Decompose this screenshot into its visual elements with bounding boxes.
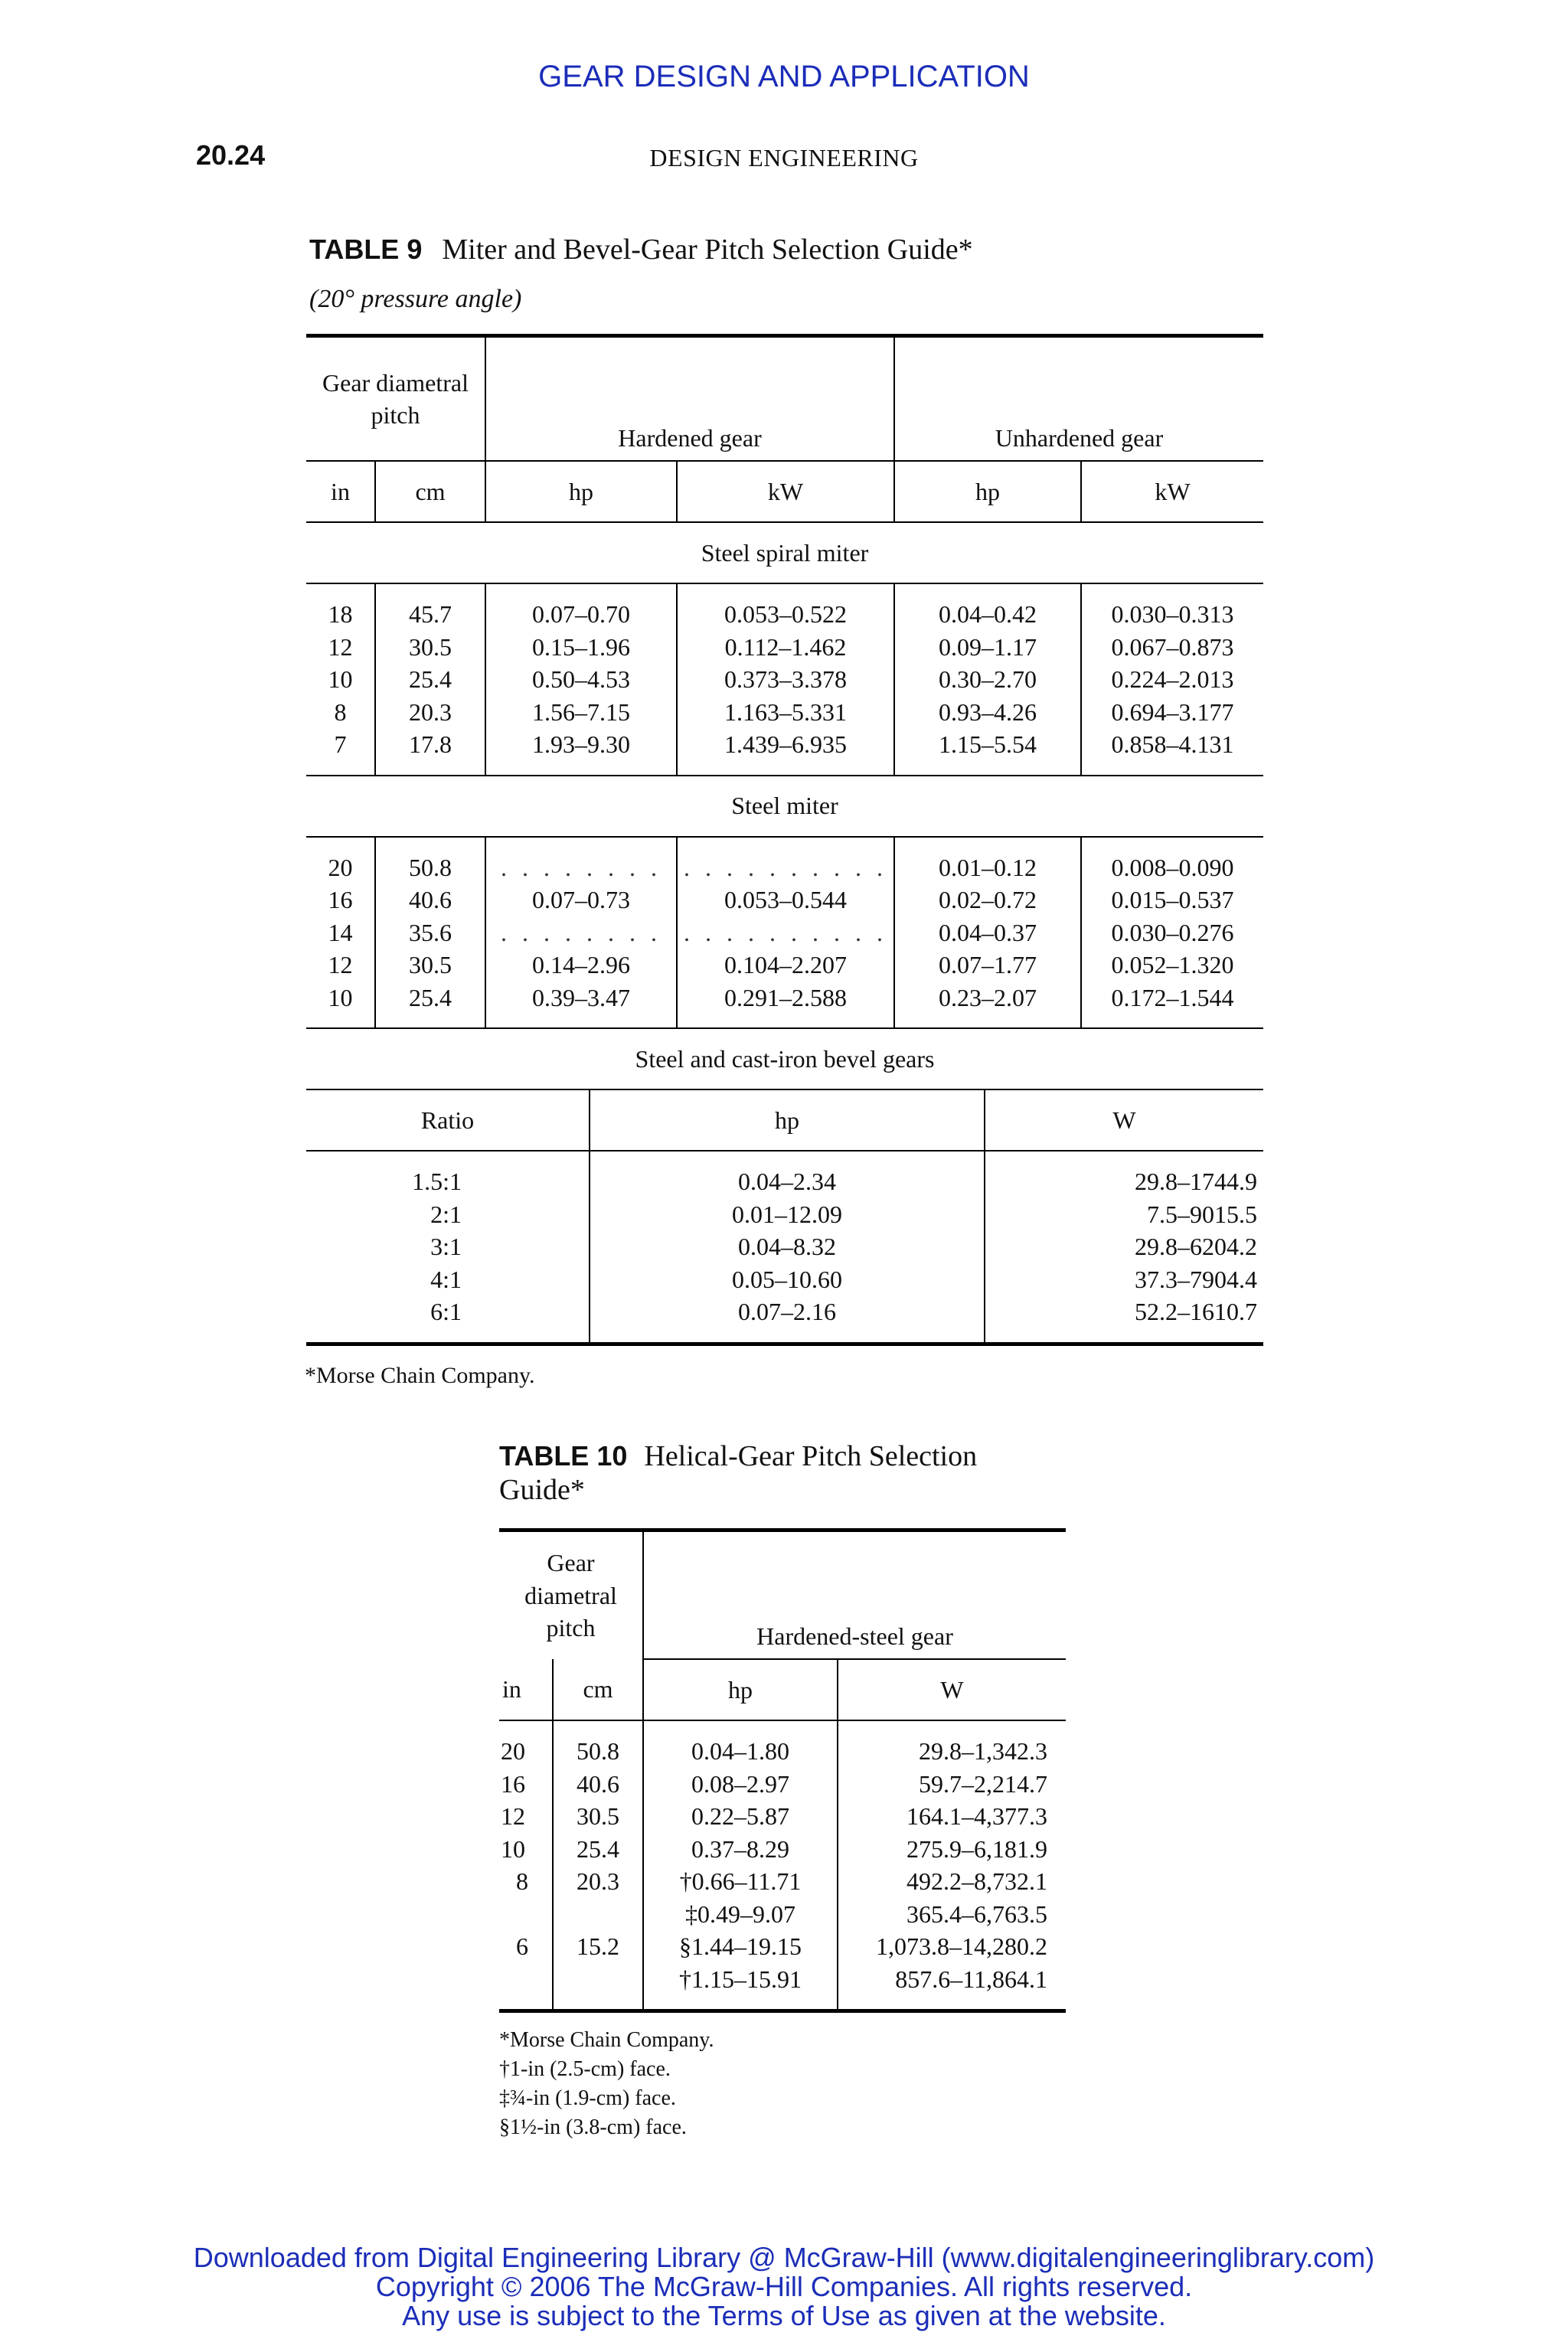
terms-line: Any use is subject to the Terms of Use as given at the website. xyxy=(402,2300,1166,2331)
cell-in: 18 xyxy=(306,598,375,631)
table-row xyxy=(306,884,1263,916)
table9-section-spiral-miter: Steel spiral miter xyxy=(306,522,1263,583)
table-row xyxy=(306,663,1263,696)
table-row xyxy=(306,1230,1263,1263)
table-row xyxy=(306,631,1263,664)
cell-cm: 30.5 xyxy=(375,631,485,664)
cell-unhardened-hp: 0.07–1.77 xyxy=(894,949,1081,982)
cell-unhardened-hp: 0.93–4.26 xyxy=(894,696,1081,729)
table10-col-cm: cm xyxy=(553,1659,643,1720)
cell-cm: 25.4 xyxy=(375,663,485,696)
cell-ratio: 4:1 xyxy=(306,1263,590,1296)
table-row xyxy=(499,1963,1066,1996)
table10-title-line2: Guide* xyxy=(499,1474,585,1506)
cell-cm: 20.3 xyxy=(375,696,485,729)
cell-unhardened-hp: 0.04–0.42 xyxy=(894,598,1081,631)
cell-cm: 25.4 xyxy=(375,982,485,1014)
cell-cm: 15.2 xyxy=(553,1930,643,1963)
table9-bevel-subtable xyxy=(306,1090,1263,1346)
table9-col-unhardened-hp: hp xyxy=(894,461,1081,522)
cell-hardened-kw: . . . . . . . . . . xyxy=(677,916,894,949)
table9-footnote: *Morse Chain Company. xyxy=(305,1363,535,1388)
cell-hardened-hp: 0.39–3.47 xyxy=(485,982,677,1014)
table10-col-w: W xyxy=(838,1659,1066,1720)
table-row xyxy=(306,949,1263,982)
cell-in: 6 xyxy=(499,1930,553,1963)
cell-ratio: 1.5:1 xyxy=(306,1165,590,1198)
cell-in: 12 xyxy=(499,1800,553,1833)
cell-hardened-kw: 1.439–6.935 xyxy=(677,728,894,761)
table9-subtitle: (20° pressure angle) xyxy=(309,285,522,313)
cell-w: 7.5–9015.5 xyxy=(1147,1200,1257,1228)
cell-unhardened-hp: 0.30–2.70 xyxy=(894,663,1081,696)
cell-hp: 0.01–12.09 xyxy=(590,1198,985,1231)
cell-ratio: 3:1 xyxy=(306,1230,590,1263)
cell-cm: 30.5 xyxy=(375,949,485,982)
table-row xyxy=(306,696,1263,729)
cell-cm: 35.6 xyxy=(375,916,485,949)
cell-hardened-hp: 1.56–7.15 xyxy=(485,696,677,729)
cell-hardened-hp: 0.50–4.53 xyxy=(485,663,677,696)
cell-hp: 0.04–8.32 xyxy=(590,1230,985,1263)
cell-in: 16 xyxy=(499,1768,553,1801)
table9-section-bevel-gears: Steel and cast-iron bevel gears xyxy=(306,1028,1263,1089)
cell-unhardened-hp: 1.15–5.54 xyxy=(894,728,1081,761)
table-row xyxy=(306,982,1263,1014)
cell-unhardened-hp: 0.09–1.17 xyxy=(894,631,1081,664)
table9-head-unhardened: Unhardened gear xyxy=(894,336,1263,462)
cell-hardened-hp: 0.15–1.96 xyxy=(485,631,677,664)
table-row xyxy=(306,1295,1263,1328)
cell-unhardened-kw: 0.052–1.320 xyxy=(1111,951,1234,978)
table9-col-in: in xyxy=(306,461,375,522)
cell-cm: 40.6 xyxy=(375,884,485,916)
cell-in: 8 xyxy=(499,1865,553,1898)
cell-cm: 50.8 xyxy=(553,1735,643,1768)
table-row xyxy=(499,1833,1066,1866)
table10-head-pitch: Gear diametral pitch xyxy=(499,1530,643,1660)
table9-section-steel-miter: Steel miter xyxy=(306,776,1263,837)
cell-hp: 0.04–1.80 xyxy=(643,1735,838,1768)
cell-hardened-kw: 0.291–2.588 xyxy=(677,982,894,1014)
table-row xyxy=(499,1768,1066,1801)
running-head: DESIGN ENGINEERING xyxy=(649,144,919,172)
cell-hp: 0.37–8.29 xyxy=(643,1833,838,1866)
cell-hardened-kw: 0.373–3.378 xyxy=(677,663,894,696)
cell-cm xyxy=(553,1963,643,1996)
cell-cm: 25.4 xyxy=(553,1833,643,1866)
table9-col-unhardened-kw: kW xyxy=(1081,461,1263,522)
cell-in: 10 xyxy=(499,1833,553,1866)
table10-footnotes xyxy=(499,2026,714,2142)
table10-caption xyxy=(499,1439,977,1507)
cell-hardened-hp: 0.14–2.96 xyxy=(485,949,677,982)
cell-in: 20 xyxy=(499,1735,553,1768)
table10-footnote: *Morse Chain Company. xyxy=(499,2028,714,2052)
cell-in: 12 xyxy=(306,631,375,664)
table10-col-in: in xyxy=(499,1659,553,1720)
cell-cm: 30.5 xyxy=(553,1800,643,1833)
table10 xyxy=(499,1528,1066,2013)
cell-hp: †1.15–15.91 xyxy=(643,1963,838,1996)
cell-hp: 0.07–2.16 xyxy=(590,1295,985,1328)
table9-col-bevel-w: W xyxy=(985,1090,1263,1151)
table10-footnote: †1-in (2.5-cm) face. xyxy=(499,2057,671,2081)
table9-head-pitch: Gear diametral pitch xyxy=(306,336,485,462)
table9 xyxy=(306,334,1263,1346)
table9-col-cm: cm xyxy=(375,461,485,522)
cell-w: 52.2–1610.7 xyxy=(1135,1298,1257,1325)
cell-hp: 0.05–10.60 xyxy=(590,1263,985,1296)
cell-w: 1,073.8–14,280.2 xyxy=(876,1932,1047,1960)
cell-in xyxy=(499,1898,553,1931)
cell-hardened-hp: 1.93–9.30 xyxy=(485,728,677,761)
table-row xyxy=(499,1930,1066,1963)
table-row xyxy=(306,1198,1263,1231)
table10-title-line1: Helical-Gear Pitch Selection xyxy=(644,1440,978,1472)
cell-hardened-kw: 0.053–0.522 xyxy=(677,598,894,631)
table-row xyxy=(306,598,1263,631)
cell-w: 29.8–6204.2 xyxy=(1135,1233,1257,1260)
cell-cm: 17.8 xyxy=(375,728,485,761)
cell-unhardened-kw: 0.224–2.013 xyxy=(1111,665,1234,693)
table10-label: TABLE 10 xyxy=(499,1440,628,1472)
table9-title: Miter and Bevel-Gear Pitch Selection Guide* xyxy=(442,234,973,266)
cell-hardened-kw: 1.163–5.331 xyxy=(677,696,894,729)
table10-col-hp: hp xyxy=(643,1659,838,1720)
table9-col-ratio: Ratio xyxy=(306,1090,590,1151)
cell-hp: 0.08–2.97 xyxy=(643,1768,838,1801)
cell-w: 29.8–1,342.3 xyxy=(919,1737,1047,1765)
cell-in: 10 xyxy=(306,663,375,696)
cell-ratio: 2:1 xyxy=(306,1198,590,1231)
cell-unhardened-hp: 0.02–0.72 xyxy=(894,884,1081,916)
cell-in: 16 xyxy=(306,884,375,916)
table10-footnote: §1½-in (3.8-cm) face. xyxy=(499,2115,687,2139)
cell-unhardened-kw: 0.858–4.131 xyxy=(1111,730,1234,758)
table9-label: TABLE 9 xyxy=(309,234,423,265)
table9-caption xyxy=(309,233,973,266)
cell-hardened-hp: . . . . . . . . xyxy=(485,916,677,949)
cell-w: 275.9–6,181.9 xyxy=(906,1834,1047,1863)
cell-unhardened-hp: 0.23–2.07 xyxy=(894,982,1081,1014)
cell-in: 12 xyxy=(306,949,375,982)
cell-unhardened-kw: 0.015–0.537 xyxy=(1111,886,1234,913)
cell-in: 14 xyxy=(306,916,375,949)
cell-unhardened-kw: 0.694–3.177 xyxy=(1111,697,1234,726)
cell-unhardened-kw: 0.008–0.090 xyxy=(1111,853,1234,881)
table-row xyxy=(306,851,1263,884)
cell-hp: ‡0.49–9.07 xyxy=(643,1898,838,1931)
table-row xyxy=(306,728,1263,761)
page-number: 20.24 xyxy=(196,139,266,171)
table9-col-bevel-hp: hp xyxy=(590,1090,985,1151)
cell-hardened-hp: 0.07–0.70 xyxy=(485,598,677,631)
cell-cm: 45.7 xyxy=(375,598,485,631)
cell-cm: 20.3 xyxy=(553,1865,643,1898)
table9-col-hardened-hp: hp xyxy=(485,461,677,522)
cell-in: 10 xyxy=(306,982,375,1014)
cell-cm: 40.6 xyxy=(553,1768,643,1801)
table-row xyxy=(306,916,1263,949)
table-row xyxy=(499,1735,1066,1768)
cell-in: 7 xyxy=(306,728,375,761)
cell-in xyxy=(499,1963,553,1996)
cell-w: 59.7–2,214.7 xyxy=(919,1769,1047,1798)
cell-hp: 0.22–5.87 xyxy=(643,1800,838,1833)
cell-hp: †0.66–11.71 xyxy=(643,1865,838,1898)
cell-w: 37.3–7904.4 xyxy=(1135,1265,1257,1293)
table-row xyxy=(499,1800,1066,1833)
cell-hardened-kw: 0.112–1.462 xyxy=(677,631,894,664)
cell-unhardened-hp: 0.01–0.12 xyxy=(894,851,1081,884)
table-row xyxy=(306,1263,1263,1296)
cell-hardened-kw: 0.053–0.544 xyxy=(677,884,894,916)
table9-head-hardened: Hardened gear xyxy=(485,336,894,462)
cell-ratio: 6:1 xyxy=(306,1295,590,1328)
download-notice-link[interactable]: Downloaded from Digital Engineering Library @ McGraw-Hill (www.digitalengineeringlibrary.com) xyxy=(193,2242,1375,2273)
cell-hp: §1.44–19.15 xyxy=(643,1930,838,1963)
cell-cm: 50.8 xyxy=(375,851,485,884)
cell-w: 492.2–8,732.1 xyxy=(906,1867,1047,1895)
table10-footnote: ‡¾-in (1.9-cm) face. xyxy=(499,2086,676,2110)
cell-unhardened-kw: 0.030–0.313 xyxy=(1111,600,1234,628)
cell-w: 365.4–6,763.5 xyxy=(906,1900,1047,1928)
cell-hardened-hp: 0.07–0.73 xyxy=(485,884,677,916)
table-row xyxy=(306,1165,1263,1198)
cell-hardened-hp: . . . . . . . . xyxy=(485,851,677,884)
download-notice xyxy=(0,2243,1568,2331)
cell-w: 164.1–4,377.3 xyxy=(906,1802,1047,1830)
cell-in: 8 xyxy=(306,696,375,729)
table9-col-hardened-kw: kW xyxy=(677,461,894,522)
cell-hp: 0.04–2.34 xyxy=(590,1165,985,1198)
copyright-line: Copyright © 2006 The McGraw-Hill Companies. All rights reserved. xyxy=(375,2271,1193,2302)
cell-hardened-kw: . . . . . . . . . . xyxy=(677,851,894,884)
table-row xyxy=(499,1898,1066,1931)
top-link[interactable]: GEAR DESIGN AND APPLICATION xyxy=(538,60,1030,93)
cell-unhardened-kw: 0.172–1.544 xyxy=(1111,983,1234,1011)
cell-in: 20 xyxy=(306,851,375,884)
cell-w: 857.6–11,864.1 xyxy=(895,1965,1047,1993)
cell-cm xyxy=(553,1898,643,1931)
cell-hardened-kw: 0.104–2.207 xyxy=(677,949,894,982)
cell-unhardened-kw: 0.067–0.873 xyxy=(1111,632,1234,661)
table-row xyxy=(499,1865,1066,1898)
cell-w: 29.8–1744.9 xyxy=(1135,1168,1257,1195)
cell-unhardened-kw: 0.030–0.276 xyxy=(1111,918,1234,946)
cell-unhardened-hp: 0.04–0.37 xyxy=(894,916,1081,949)
table10-head-hardened: Hardened-steel gear xyxy=(643,1530,1066,1660)
